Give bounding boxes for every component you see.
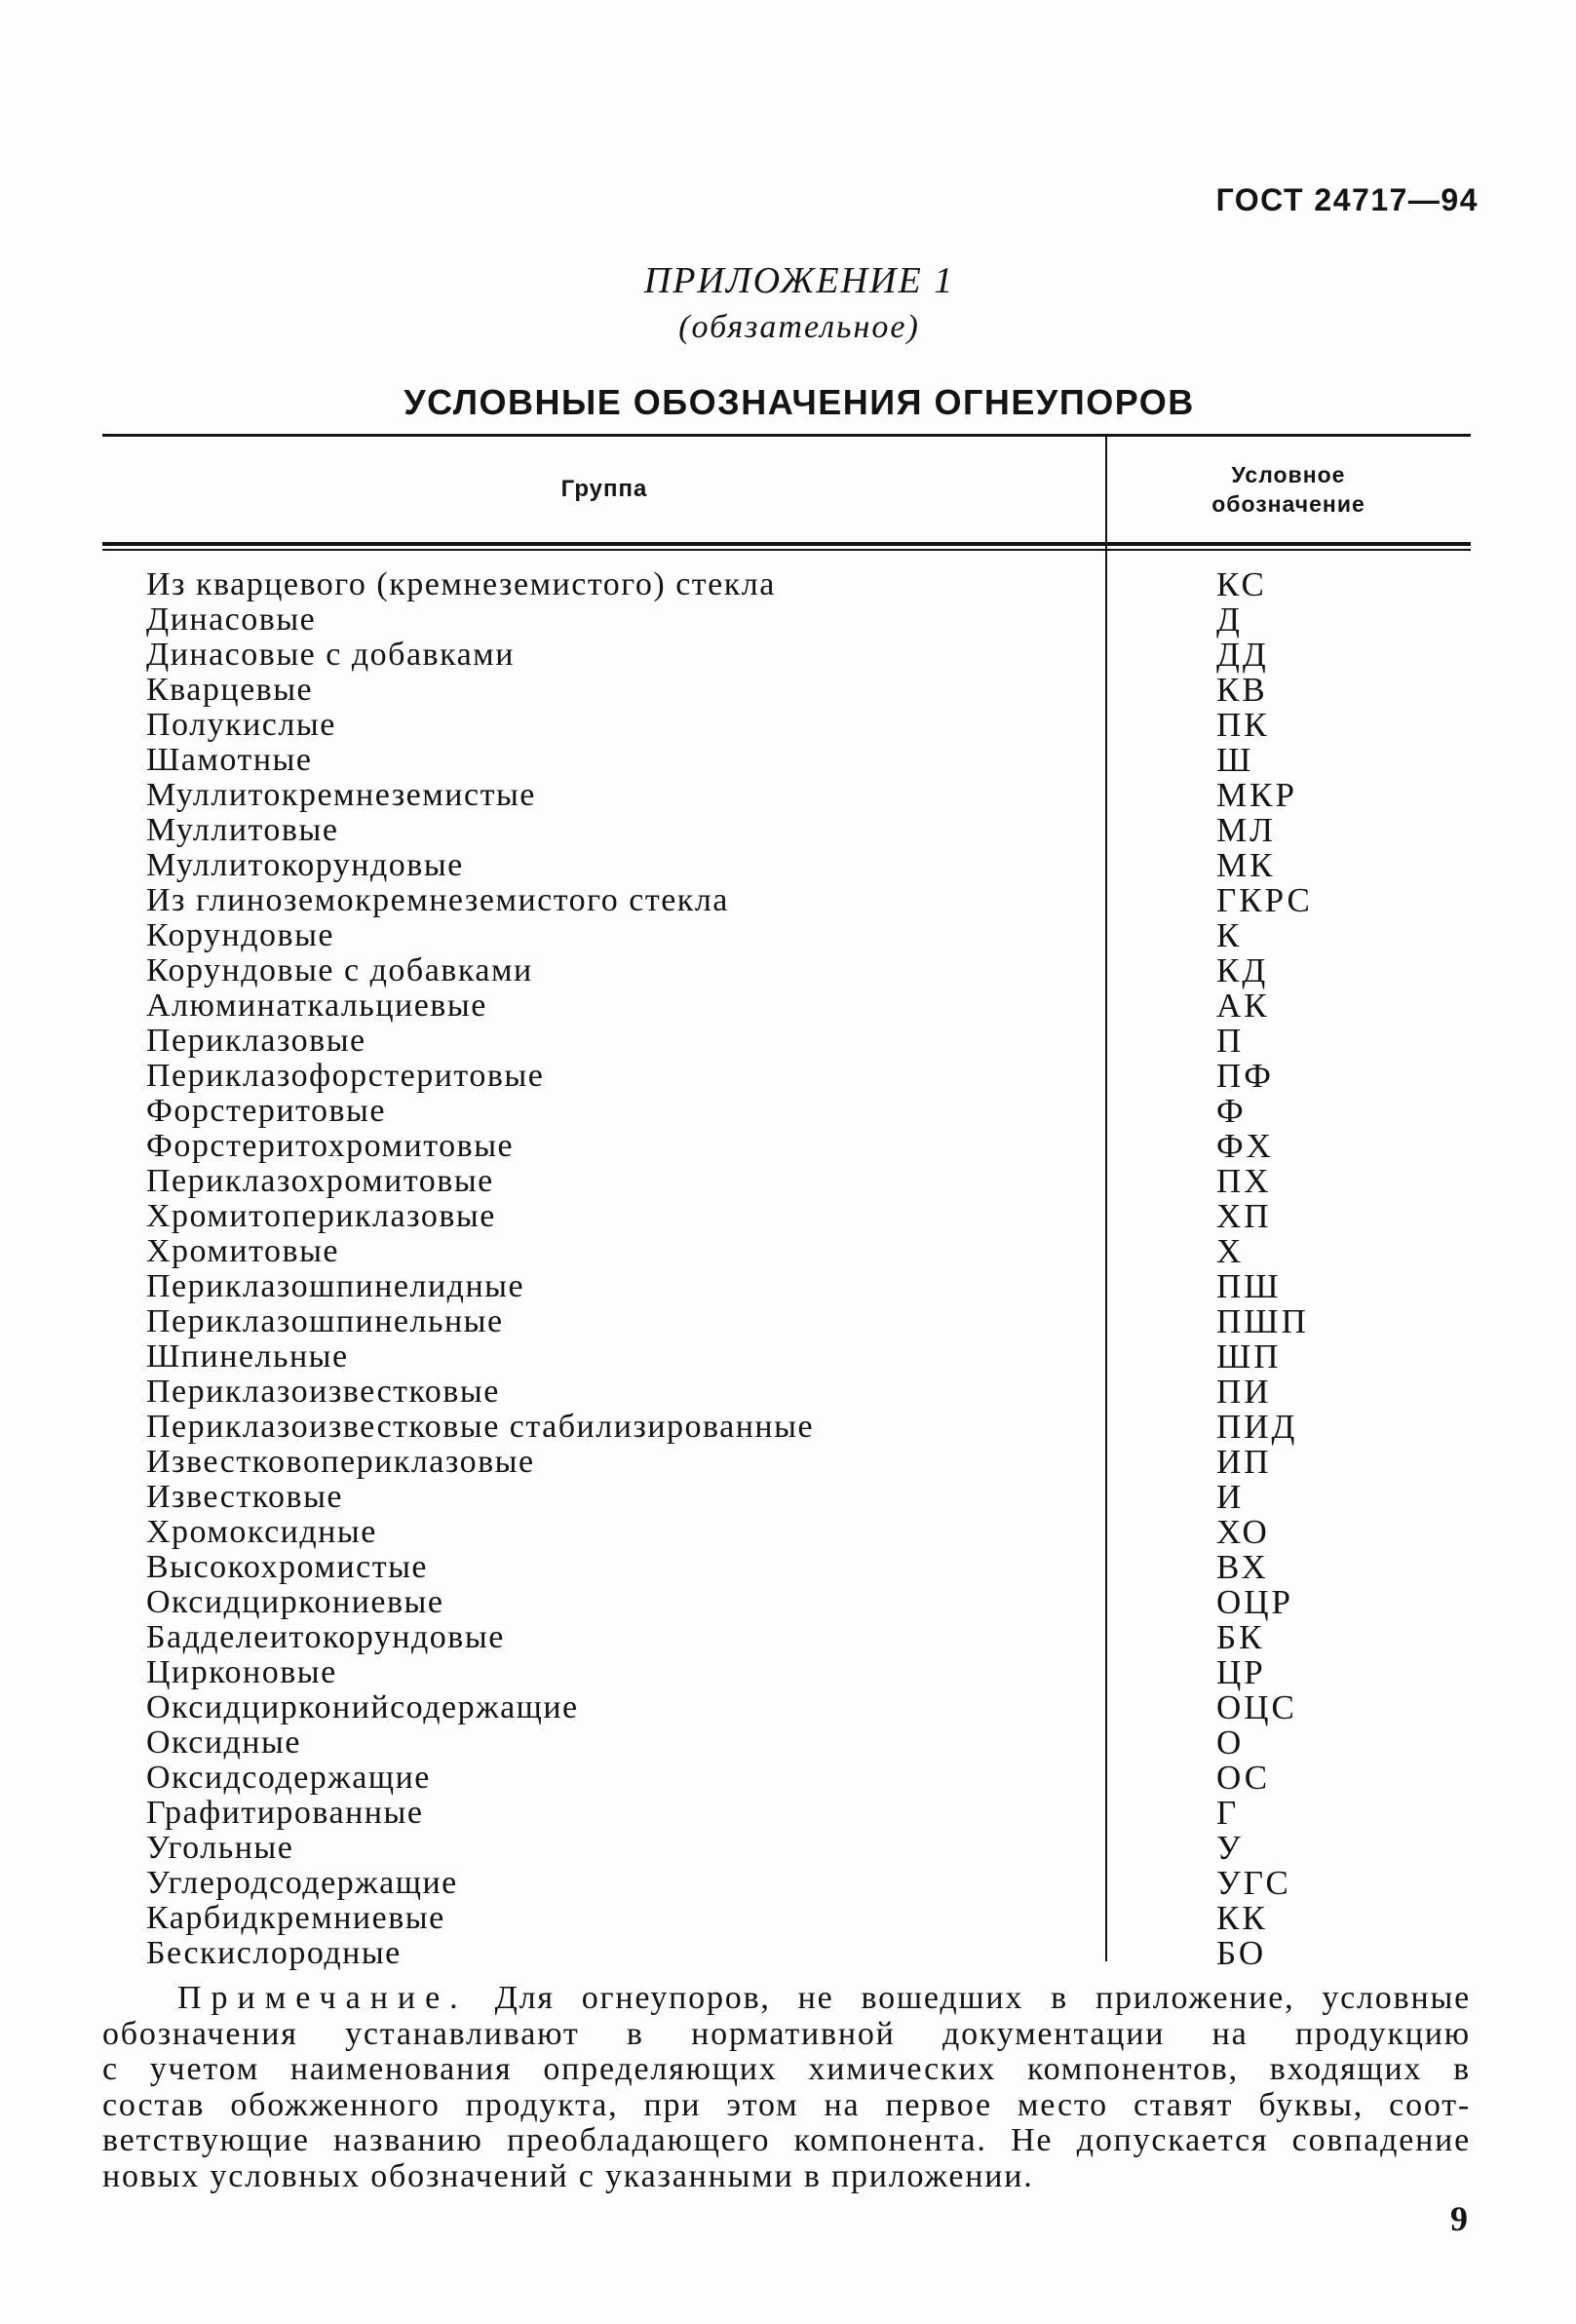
group-name: Шамотные: [146, 742, 313, 778]
designation-code: П: [1216, 1022, 1245, 1060]
designation-code: Д: [1216, 600, 1243, 639]
designation-code: ПИ: [1216, 1373, 1272, 1411]
group-name: Графитированные: [146, 1795, 424, 1831]
note-text: Для огнеупоров, не вошедших в приложение, условные: [494, 1981, 1471, 2016]
table-row: [0, 953, 1576, 988]
group-name: Периклазохромитовые: [146, 1163, 494, 1199]
column-header-group-label: Группа: [560, 476, 648, 502]
designation-code: ПИД: [1216, 1408, 1298, 1446]
group-name: Из кварцевого (кремнеземистого) стекла: [146, 566, 776, 602]
table-row: [0, 1725, 1576, 1761]
table-heading: УСЛОВНЫЕ ОБОЗНАЧЕНИЯ ОГНЕУПОРОВ: [404, 382, 1195, 422]
table-row: [0, 1655, 1576, 1690]
table-row: [0, 1094, 1576, 1129]
table-row: [0, 1585, 1576, 1620]
designation-code: УГС: [1216, 1864, 1291, 1902]
table-row: [0, 988, 1576, 1024]
designation-code: К: [1216, 916, 1243, 954]
note-line: обозначения устанавливают в нормативной документации на продукцию: [102, 2016, 1471, 2052]
designation-code: КВ: [1216, 671, 1268, 709]
designation-code: ОС: [1216, 1759, 1271, 1797]
column-header-designation: [1106, 437, 1471, 542]
note-line: с учетом наименования определяющих химических компонентов, входящих в: [102, 2052, 1471, 2087]
table-row: [0, 1866, 1576, 1901]
appendix-title: ПРИЛОЖЕНИЕ 1: [643, 260, 955, 301]
designation-code: ПК: [1216, 706, 1270, 744]
designation-code: ГКРС: [1216, 881, 1313, 919]
group-name: Известковопериклазовые: [146, 1444, 535, 1480]
table-row: [0, 1550, 1576, 1585]
group-name: Периклазоизвестковые стабилизированные: [146, 1409, 815, 1445]
group-name: Периклазофорстеритовые: [146, 1058, 545, 1094]
table-row: [0, 1269, 1576, 1304]
group-name: Шпинельные: [146, 1338, 349, 1375]
designation-code: ПШП: [1216, 1302, 1309, 1340]
group-name: Карбидкремниевые: [146, 1900, 445, 1936]
designation-code: ПШ: [1216, 1267, 1282, 1305]
table-row: [0, 1901, 1576, 1936]
table-row: [0, 1129, 1576, 1164]
group-name: Форстеритовые: [146, 1093, 386, 1129]
group-name: Алюминаткальциевые: [146, 988, 487, 1024]
group-name: Оксидцирконийсодержащие: [146, 1689, 579, 1725]
designation-code: ХО: [1216, 1513, 1270, 1551]
designation-code: БК: [1216, 1618, 1265, 1656]
table-row: [0, 1620, 1576, 1655]
designation-code: ЦР: [1216, 1653, 1266, 1691]
table-row: [0, 848, 1576, 883]
designation-code: ДД: [1216, 636, 1269, 674]
designation-code: Ш: [1216, 741, 1254, 779]
note: [102, 1981, 1471, 2194]
table-row: [0, 883, 1576, 918]
table-row: [0, 1304, 1576, 1339]
table-row: [0, 708, 1576, 743]
note-line: [102, 1981, 1471, 2017]
designation-code: КС: [1216, 565, 1267, 603]
group-name: Бадделеитокорундовые: [146, 1619, 505, 1655]
group-name: Муллитокремнеземистые: [146, 777, 536, 813]
group-name: Периклазошпинельные: [146, 1303, 504, 1339]
designation-code: БО: [1216, 1934, 1267, 1972]
table-row: [0, 918, 1576, 953]
table-row: [0, 813, 1576, 848]
column-header-designation-line1: Условное: [1231, 462, 1346, 487]
designation-code: ВХ: [1216, 1548, 1269, 1586]
note-line: ветствующие названию преобладающего компонента. Не допускается совпадение: [102, 2123, 1471, 2158]
designation-code: ОЦС: [1216, 1688, 1297, 1726]
header-double-rule: [102, 542, 1471, 551]
designation-code: ИП: [1216, 1443, 1272, 1481]
group-name: Оксидные: [146, 1724, 301, 1761]
table-row: [0, 1164, 1576, 1199]
designation-code: МЛ: [1216, 811, 1276, 849]
table-row: [0, 778, 1576, 813]
group-name: Хромоксидные: [146, 1514, 377, 1550]
designation-code: АК: [1216, 987, 1270, 1025]
group-name: Корундовые: [146, 917, 335, 953]
designation-code: КК: [1216, 1899, 1268, 1937]
group-name: Оксидциркониевые: [146, 1584, 444, 1620]
table-row: [0, 743, 1576, 778]
standard-number: ГОСТ 24717—94: [1215, 182, 1479, 217]
table-row: [0, 1024, 1576, 1059]
table-header: [102, 437, 1471, 542]
table-row: [0, 638, 1576, 673]
group-name: Муллитовые: [146, 812, 339, 848]
group-name: Корундовые с добавками: [146, 952, 533, 988]
page-number: 9: [1450, 2199, 1468, 2238]
group-name: Динасовые с добавками: [146, 637, 515, 673]
group-name: Периклазошпинелидные: [146, 1268, 525, 1304]
table-row: [0, 1375, 1576, 1410]
designation-code: ПФ: [1216, 1057, 1274, 1095]
table-row: [0, 1339, 1576, 1375]
group-name: Высокохромистые: [146, 1549, 429, 1585]
designation-code: ОЦР: [1216, 1583, 1294, 1621]
column-header-designation-line2: обозначение: [1211, 491, 1365, 517]
column-header-group: [102, 437, 1106, 542]
appendix-status: (обязательное): [678, 309, 920, 345]
group-name: Хромитовые: [146, 1233, 340, 1269]
designation-code: МКР: [1216, 776, 1297, 814]
note-line: состав обожженного продукта, при этом на первое место ставят буквы, соот-: [102, 2087, 1471, 2123]
table-row: [0, 1936, 1576, 1971]
designation-code: МК: [1216, 846, 1276, 884]
designation-code: ШП: [1216, 1337, 1282, 1375]
designation-code: ФХ: [1216, 1127, 1274, 1165]
group-name: Известковые: [146, 1479, 344, 1515]
designation-code: Х: [1216, 1232, 1245, 1270]
designation-code: КД: [1216, 951, 1269, 989]
group-name: Бескислородные: [146, 1935, 402, 1971]
note-line: новых условных обозначений с указанными в приложении.: [102, 2158, 1034, 2194]
table-row: [0, 1690, 1576, 1725]
designation-code: ХП: [1216, 1197, 1272, 1235]
table-row: [0, 1831, 1576, 1866]
designation-code: ПХ: [1216, 1162, 1272, 1200]
group-name: Полукислые: [146, 707, 336, 743]
designation-code: Г: [1216, 1794, 1240, 1832]
group-name: Цирконовые: [146, 1654, 337, 1690]
table-row: [0, 567, 1576, 602]
group-name: Форстеритохромитовые: [146, 1128, 515, 1164]
table-row: [0, 1059, 1576, 1094]
group-name: Хромитопериклазовые: [146, 1198, 496, 1234]
group-name: Оксидсодержащие: [146, 1760, 431, 1796]
group-name: Углеродсодержащие: [146, 1865, 458, 1901]
group-name: Периклазовые: [146, 1023, 366, 1059]
designation-code: И: [1216, 1478, 1245, 1516]
group-name: Периклазоизвестковые: [146, 1374, 500, 1410]
group-name: Из глиноземокремнеземистого стекла: [146, 882, 729, 918]
table-row: [0, 602, 1576, 638]
table-row: [0, 673, 1576, 708]
table-row: [0, 1761, 1576, 1796]
table-row: [0, 1445, 1576, 1480]
designation-code: О: [1216, 1724, 1245, 1762]
table-row: [0, 1480, 1576, 1515]
group-name: Кварцевые: [146, 672, 314, 708]
table-row: [0, 1234, 1576, 1269]
group-name: Угольные: [146, 1830, 294, 1866]
designation-code: Ф: [1216, 1092, 1247, 1130]
table-row: [0, 1515, 1576, 1550]
table-row: [0, 1410, 1576, 1445]
note-label: Примечание.: [177, 1981, 468, 2016]
table-row: [0, 1199, 1576, 1234]
table-row: [0, 1796, 1576, 1831]
designation-code: У: [1216, 1829, 1244, 1867]
group-name: Муллитокорундовые: [146, 847, 464, 883]
table-body: [0, 567, 1576, 1971]
group-name: Динасовые: [146, 601, 317, 638]
